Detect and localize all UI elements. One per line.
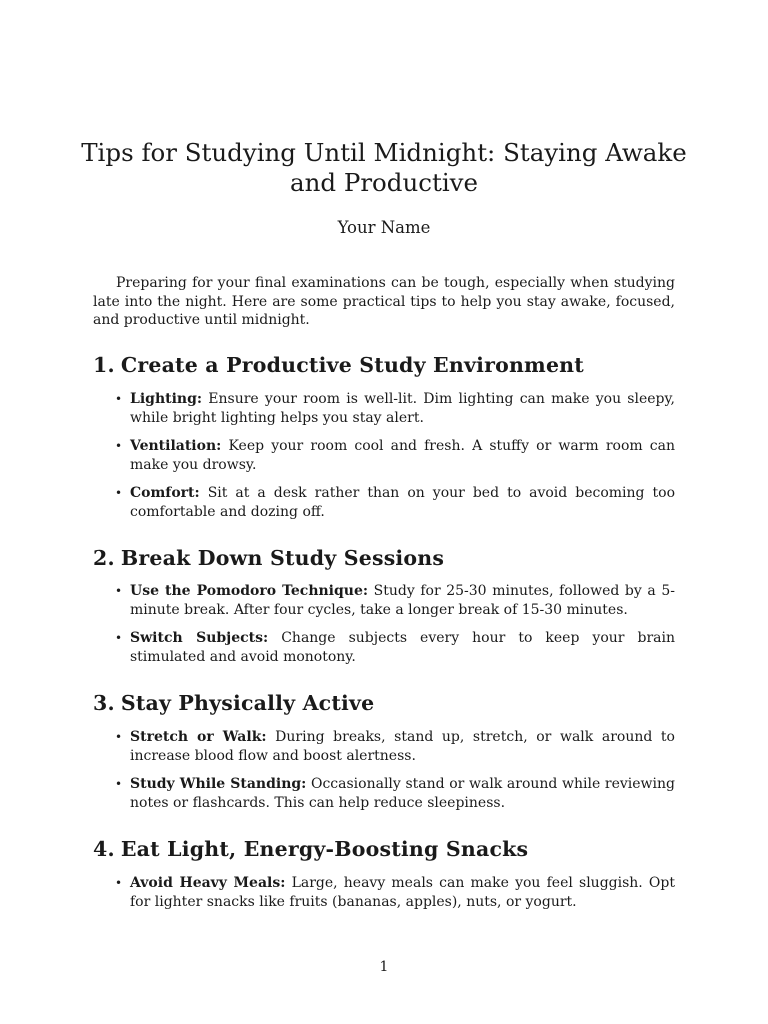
list-item [93, 484, 675, 521]
section-heading [93, 352, 675, 378]
bullet-icon: • [115, 439, 123, 453]
section-list [93, 728, 675, 822]
page-number: 1 [379, 959, 389, 975]
bullet-icon: • [115, 631, 123, 645]
bullet-icon: • [115, 584, 123, 598]
section-list [93, 390, 675, 531]
item-label: Avoid Heavy Meals: [130, 875, 286, 891]
item-label: Stretch or Walk: [130, 729, 267, 745]
intro-paragraph: Preparing for your final examinations can be tough, especially when studying late into the night. Here are some practical tips to help you stay awake, focused, and productive until midnight. [93, 275, 675, 328]
section-title: Stay Physically Active [120, 691, 375, 715]
item-label: Use the Pomodoro Technique: [130, 583, 369, 599]
section-heading [93, 545, 675, 571]
list-item [93, 390, 675, 427]
bullet-icon: • [115, 392, 123, 406]
section-number: 2. [93, 546, 115, 570]
item-text: During breaks, stand up, stretch, or walk around to increase blood flow and boost alertness. [130, 729, 675, 764]
item-text: Ensure your room is well-lit. Dim lighting can make you sleepy, while bright lighting helps you stay alert. [130, 391, 675, 426]
bullet-icon: • [115, 777, 123, 791]
list-item [93, 437, 675, 474]
list-item [93, 874, 675, 911]
item-text: Change subjects every hour to keep your brain stimulated and avoid monotony. [130, 630, 675, 665]
bullet-icon: • [115, 486, 123, 500]
item-label: Ventilation: [130, 438, 222, 454]
item-label: Switch Subjects: [130, 630, 269, 646]
item-text: Keep your room cool and fresh. A stuffy or warm room can make you drowsy. [130, 438, 675, 473]
section-list [93, 874, 675, 921]
section-heading [93, 836, 675, 862]
list-item [93, 728, 675, 765]
section-number: 1. [93, 353, 115, 377]
list-item [93, 629, 675, 666]
bullet-icon: • [115, 876, 123, 890]
section-list [93, 582, 675, 676]
bullet-icon: • [115, 730, 123, 744]
section-title: Create a Productive Study Environment [120, 353, 584, 377]
document-author: Your Name [337, 218, 431, 237]
item-text: Large, heavy meals can make you feel sluggish. Opt for lighter snacks like fruits (bananas, apples), nuts, or yogurt. [130, 875, 675, 910]
section-heading [93, 690, 675, 716]
item-text: Study for 25-30 minutes, followed by a 5-minute break. After four cycles, take a longer break of 15-30 minutes. [130, 583, 675, 618]
list-item [93, 582, 675, 619]
item-text: Occasionally stand or walk around while reviewing notes or flashcards. This can help reduce sleepiness. [130, 776, 675, 811]
section-number: 3. [93, 691, 115, 715]
item-text: Sit at a desk rather than on your bed to avoid becoming too comfortable and dozing off. [130, 485, 676, 520]
section-title: Break Down Study Sessions [120, 546, 445, 570]
document-title: Tips for Studying Until Midnight: Staying Awake and Productive [81, 138, 687, 197]
item-label: Comfort: [130, 485, 200, 501]
section-number: 4. [93, 837, 115, 861]
list-item [93, 775, 675, 812]
item-label: Lighting: [130, 391, 203, 407]
item-label: Study While Standing: [130, 776, 307, 792]
section-title: Eat Light, Energy-Boosting Snacks [120, 837, 529, 861]
